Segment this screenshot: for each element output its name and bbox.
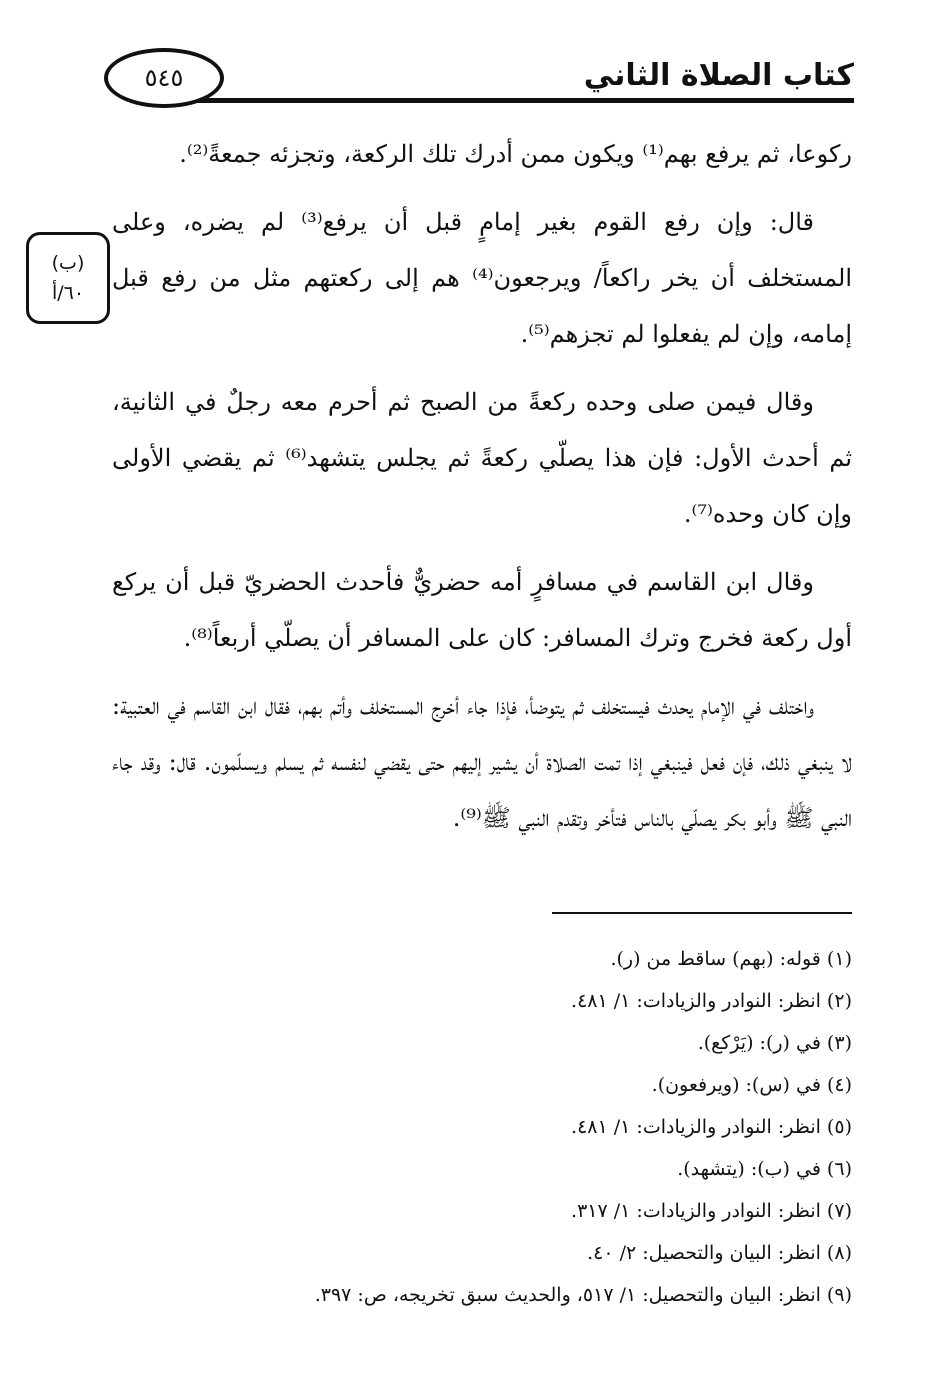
book-title: كتاب الصلاة الثاني bbox=[583, 58, 854, 93]
footnote-7: (٧) انظر: النوادر والزيادات: ١/ ٣١٧. bbox=[571, 1200, 852, 1222]
footnote-2: (٢) انظر: النوادر والزيادات: ١/ ٤٨١. bbox=[571, 990, 852, 1012]
folio-ref-letter: (ب) bbox=[51, 252, 85, 274]
page-number-badge bbox=[104, 48, 224, 108]
footnotes bbox=[112, 938, 852, 1316]
footnote-6: (٦) في (ب): (يتشهد). bbox=[677, 1158, 852, 1180]
paragraph-5: واختلف في الإمام يحدث فيستخلف ثم يتوضأ، فإذا جاء أخرج المستخلف وأتم بهم، فقال ابن القاسم في العتبية: لا ينبغي ذلك، فإن فعل فينبغي إذا تمت الصلاة أن يشير إليهم حتى يقضي لنفسه ثم يسلم ويسلّمون. قال: وقد جاء النبي ﷺ وأبو بكر يصلّي بالناس فتأخر وتقدم النبي ﷺ⁽⁹⁾. bbox=[112, 692, 852, 832]
manuscript-folio-ref bbox=[26, 232, 110, 324]
folio-ref-number: ٦٠/أ bbox=[51, 282, 85, 304]
footnote-1: (١) قوله: (بهم) ساقط من (ر). bbox=[610, 948, 852, 970]
footnote-separator bbox=[552, 912, 852, 914]
paragraph-3: وقال فيمن صلى وحده ركعةً من الصبح ثم أحرم معه رجلٌ في الثانية، ثم أحدث الأول: فإن هذا يصلّي ركعةً ثم يجلس يتشهد⁽⁶⁾ ثم يقضي الأولى وإن كان وحده⁽⁷⁾. bbox=[112, 388, 852, 528]
paragraph-1: ركوعا، ثم يرفع بهم⁽¹⁾ ويكون ممن أدرك تلك الركعة، وتجزئه جمعةً⁽²⁾. bbox=[179, 140, 852, 168]
footnote-3: (٣) في (ر): (يَرْكع). bbox=[697, 1032, 852, 1054]
footnote-5: (٥) انظر: النوادر والزيادات: ١/ ٤٨١. bbox=[571, 1116, 852, 1138]
footnote-9: (٩) انظر: البيان والتحصيل: ١/ ٥١٧، والحديث سبق تخريجه، ص: ٣٩٧. bbox=[314, 1284, 852, 1306]
footnote-8: (٨) انظر: البيان والتحصيل: ٢/ ٤٠. bbox=[587, 1242, 852, 1264]
page-header bbox=[0, 0, 932, 120]
footnote-4: (٤) في (س): (ويرفعون). bbox=[651, 1074, 852, 1096]
paragraph-4: وقال ابن القاسم في مسافرٍ أمه حضريٌّ فأحدث الحضريّ قبل أن يركع أول ركعة فخرج وترك المسافر: كان على المسافر أن يصلّي أربعاً⁽⁸⁾. bbox=[112, 568, 852, 652]
page-number: ٥٤٥ bbox=[144, 64, 184, 92]
main-text bbox=[112, 126, 852, 858]
paragraph-2: قال: وإن رفع القوم بغير إمامٍ قبل أن يرفع⁽³⁾ لم يضره، وعلى المستخلف أن يخر راكعاً/ ويرجعون⁽⁴⁾ هم إلى ركعتهم مثل من رفع قبل إمامه، وإن لم يفعلوا لم تجزهم⁽⁵⁾. bbox=[112, 208, 853, 348]
header-rule bbox=[195, 98, 854, 103]
